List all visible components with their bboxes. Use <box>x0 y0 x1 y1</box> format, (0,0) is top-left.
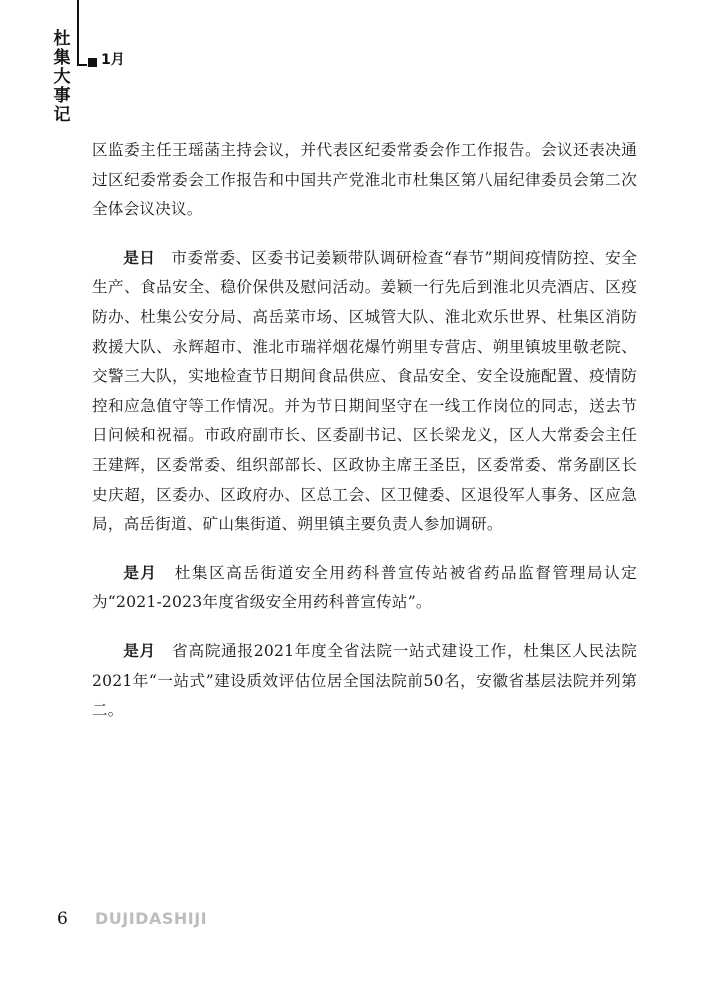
side-title <box>52 30 72 125</box>
paragraph-continued <box>92 136 637 225</box>
paragraph-text: 区监委主任王瑶菡主持会议，并代表区纪委常委会作工作报告。会议还表决通过区纪委常委会工作报告和中国共产党淮北市杜集区第八届纪律委员会第二次全体会议决议。 <box>92 141 637 219</box>
paragraph-text: 省高院通报2021年度全省法院一站式建设工作，杜集区人民法院2021年“一站式”建设质效评估位居全国法院前50名，安徽省基层法院并列第二。 <box>92 641 638 720</box>
page-number: 6 <box>57 909 68 929</box>
month-marker-square <box>88 58 97 67</box>
entry-date-lead: 是月 <box>123 641 156 660</box>
side-title-char: 大 <box>53 67 71 87</box>
body-text <box>92 136 637 745</box>
paragraph-text: 市委常委、区委书记姜颖带队调研检查“春节”期间疫情防控、安全生产、食品安全、稳价保供及慰问活动。姜颖一行先后到淮北贝壳酒店、区疫防办、杜集公安分局、高岳菜市场、区城管大队、淮北欢乐世界、杜集区消防救援大队、永辉超市、淮北市瑞祥烟花爆竹朔里专营店、朔里镇坡里敬老院、交警三大队，实地检查节日期间食品供应、食品安全、安全设施配置、疫情防控和应急值守等工作情况。并为节日期间坚守在一线工作岗位的同志，送去节日问候和祝福。市政府副市长、区委副书记、区长梁龙义，区人大常委会主任王建辉，区委常委、组织部部长、区政协主席王圣臣，区委常委、常务副区长史庆超，区委办、区政府办、区总工会、区卫健委、区退役军人事务、区应急局，高岳街道、矿山集街道、朔里镇主要负责人参加调研。 <box>92 248 637 534</box>
paragraph-text: 杜集区高岳街道安全用药科普宣传站被省药品监督管理局认定为“2021-2023年度省级安全用药科普宣传站”。 <box>92 563 638 612</box>
entry-date-lead: 是日 <box>123 248 156 267</box>
month-label: 1月 <box>101 52 125 68</box>
side-title-char: 记 <box>53 105 71 125</box>
paragraph-entry <box>92 244 637 540</box>
side-title-char: 杜 <box>53 29 71 49</box>
side-title-char: 事 <box>53 86 71 106</box>
paragraph-entry <box>92 559 637 618</box>
entry-date-lead: 是月 <box>123 563 158 582</box>
side-title-char: 集 <box>53 48 71 68</box>
header-vertical-rule <box>77 0 79 66</box>
header-horizontal-rule <box>77 64 87 66</box>
running-title: DUJIDASHIJI <box>95 909 208 928</box>
paragraph-entry <box>92 637 637 726</box>
